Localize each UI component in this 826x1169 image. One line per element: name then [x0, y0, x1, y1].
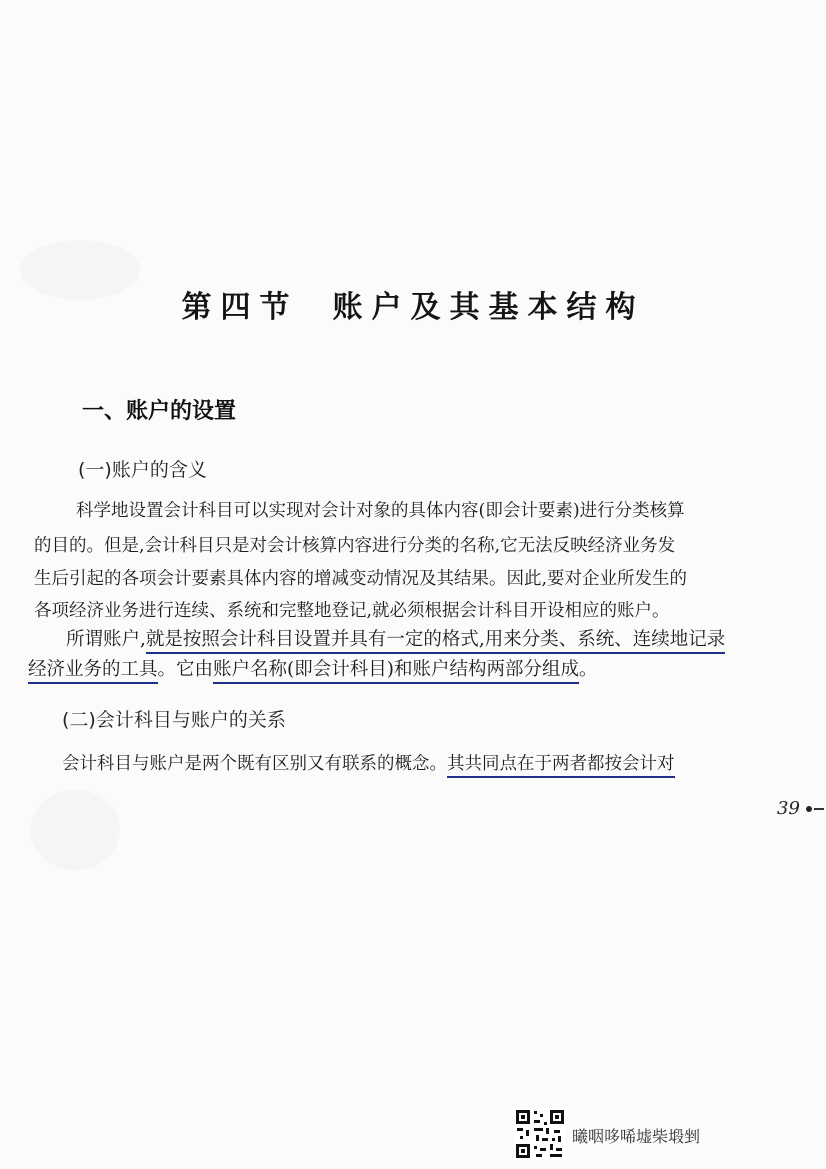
- page-marker-dot: [806, 806, 812, 812]
- paragraph-line: 的目的。但是,会计科目只是对会计核算内容进行分类的名称,它无法反映经济业务发: [34, 536, 676, 556]
- page-number: 39: [777, 798, 800, 819]
- page-marker-dash: [814, 808, 824, 810]
- qr-code-icon[interactable]: [514, 1108, 566, 1160]
- section-number: 第四节: [181, 290, 299, 325]
- handwritten-underline-text: 账户名称(即会计科目): [213, 659, 394, 684]
- paragraph-line: 生后引起的各项会计要素具体内容的增减变动情况及其结果。因此,要对企业所发生的: [34, 569, 688, 589]
- paragraph-line: 科学地设置会计科目可以实现对会计对象的具体内容(即会计要素)进行分类核算: [76, 501, 685, 521]
- relation-line: [62, 750, 675, 775]
- subheading-account-meaning: (一)账户的含义: [78, 459, 207, 481]
- subheading-subject-account-relation: (二)会计科目与账户的关系: [62, 709, 286, 731]
- handwritten-underline-text: 就是按照会计科目设置并具有一定的格式,用来分类、系统、连续地记录: [146, 629, 725, 654]
- section-heading-text: 账户及其基本结构: [332, 290, 645, 325]
- definition-lead: 所谓账户,: [66, 629, 146, 650]
- definition-connector: 。它由: [157, 659, 214, 680]
- relation-text: 会计科目与账户是两个既有区别又有联系的概念。: [62, 754, 447, 774]
- handwritten-underline-text: 经济业务的工具: [28, 659, 158, 684]
- definition-line-2: [28, 655, 598, 681]
- paragraph-line: 各项经济业务进行连续、系统和完整地登记,就必须根据会计科目开设相应的账户。: [34, 601, 670, 621]
- heading-account-setup: 一、账户的设置: [82, 399, 237, 424]
- definition-end: 。: [578, 659, 598, 680]
- paper-smudge: [30, 790, 120, 870]
- handwritten-underline-text: 其共同点在于两者都按会计对: [447, 754, 675, 778]
- qr-caption: 曦咽哆唏墟柴塅剉: [572, 1127, 701, 1146]
- section-title: [0, 282, 826, 326]
- handwritten-underline-text: 和账户结构两部分组成: [394, 659, 579, 684]
- definition-line-1: [66, 625, 725, 651]
